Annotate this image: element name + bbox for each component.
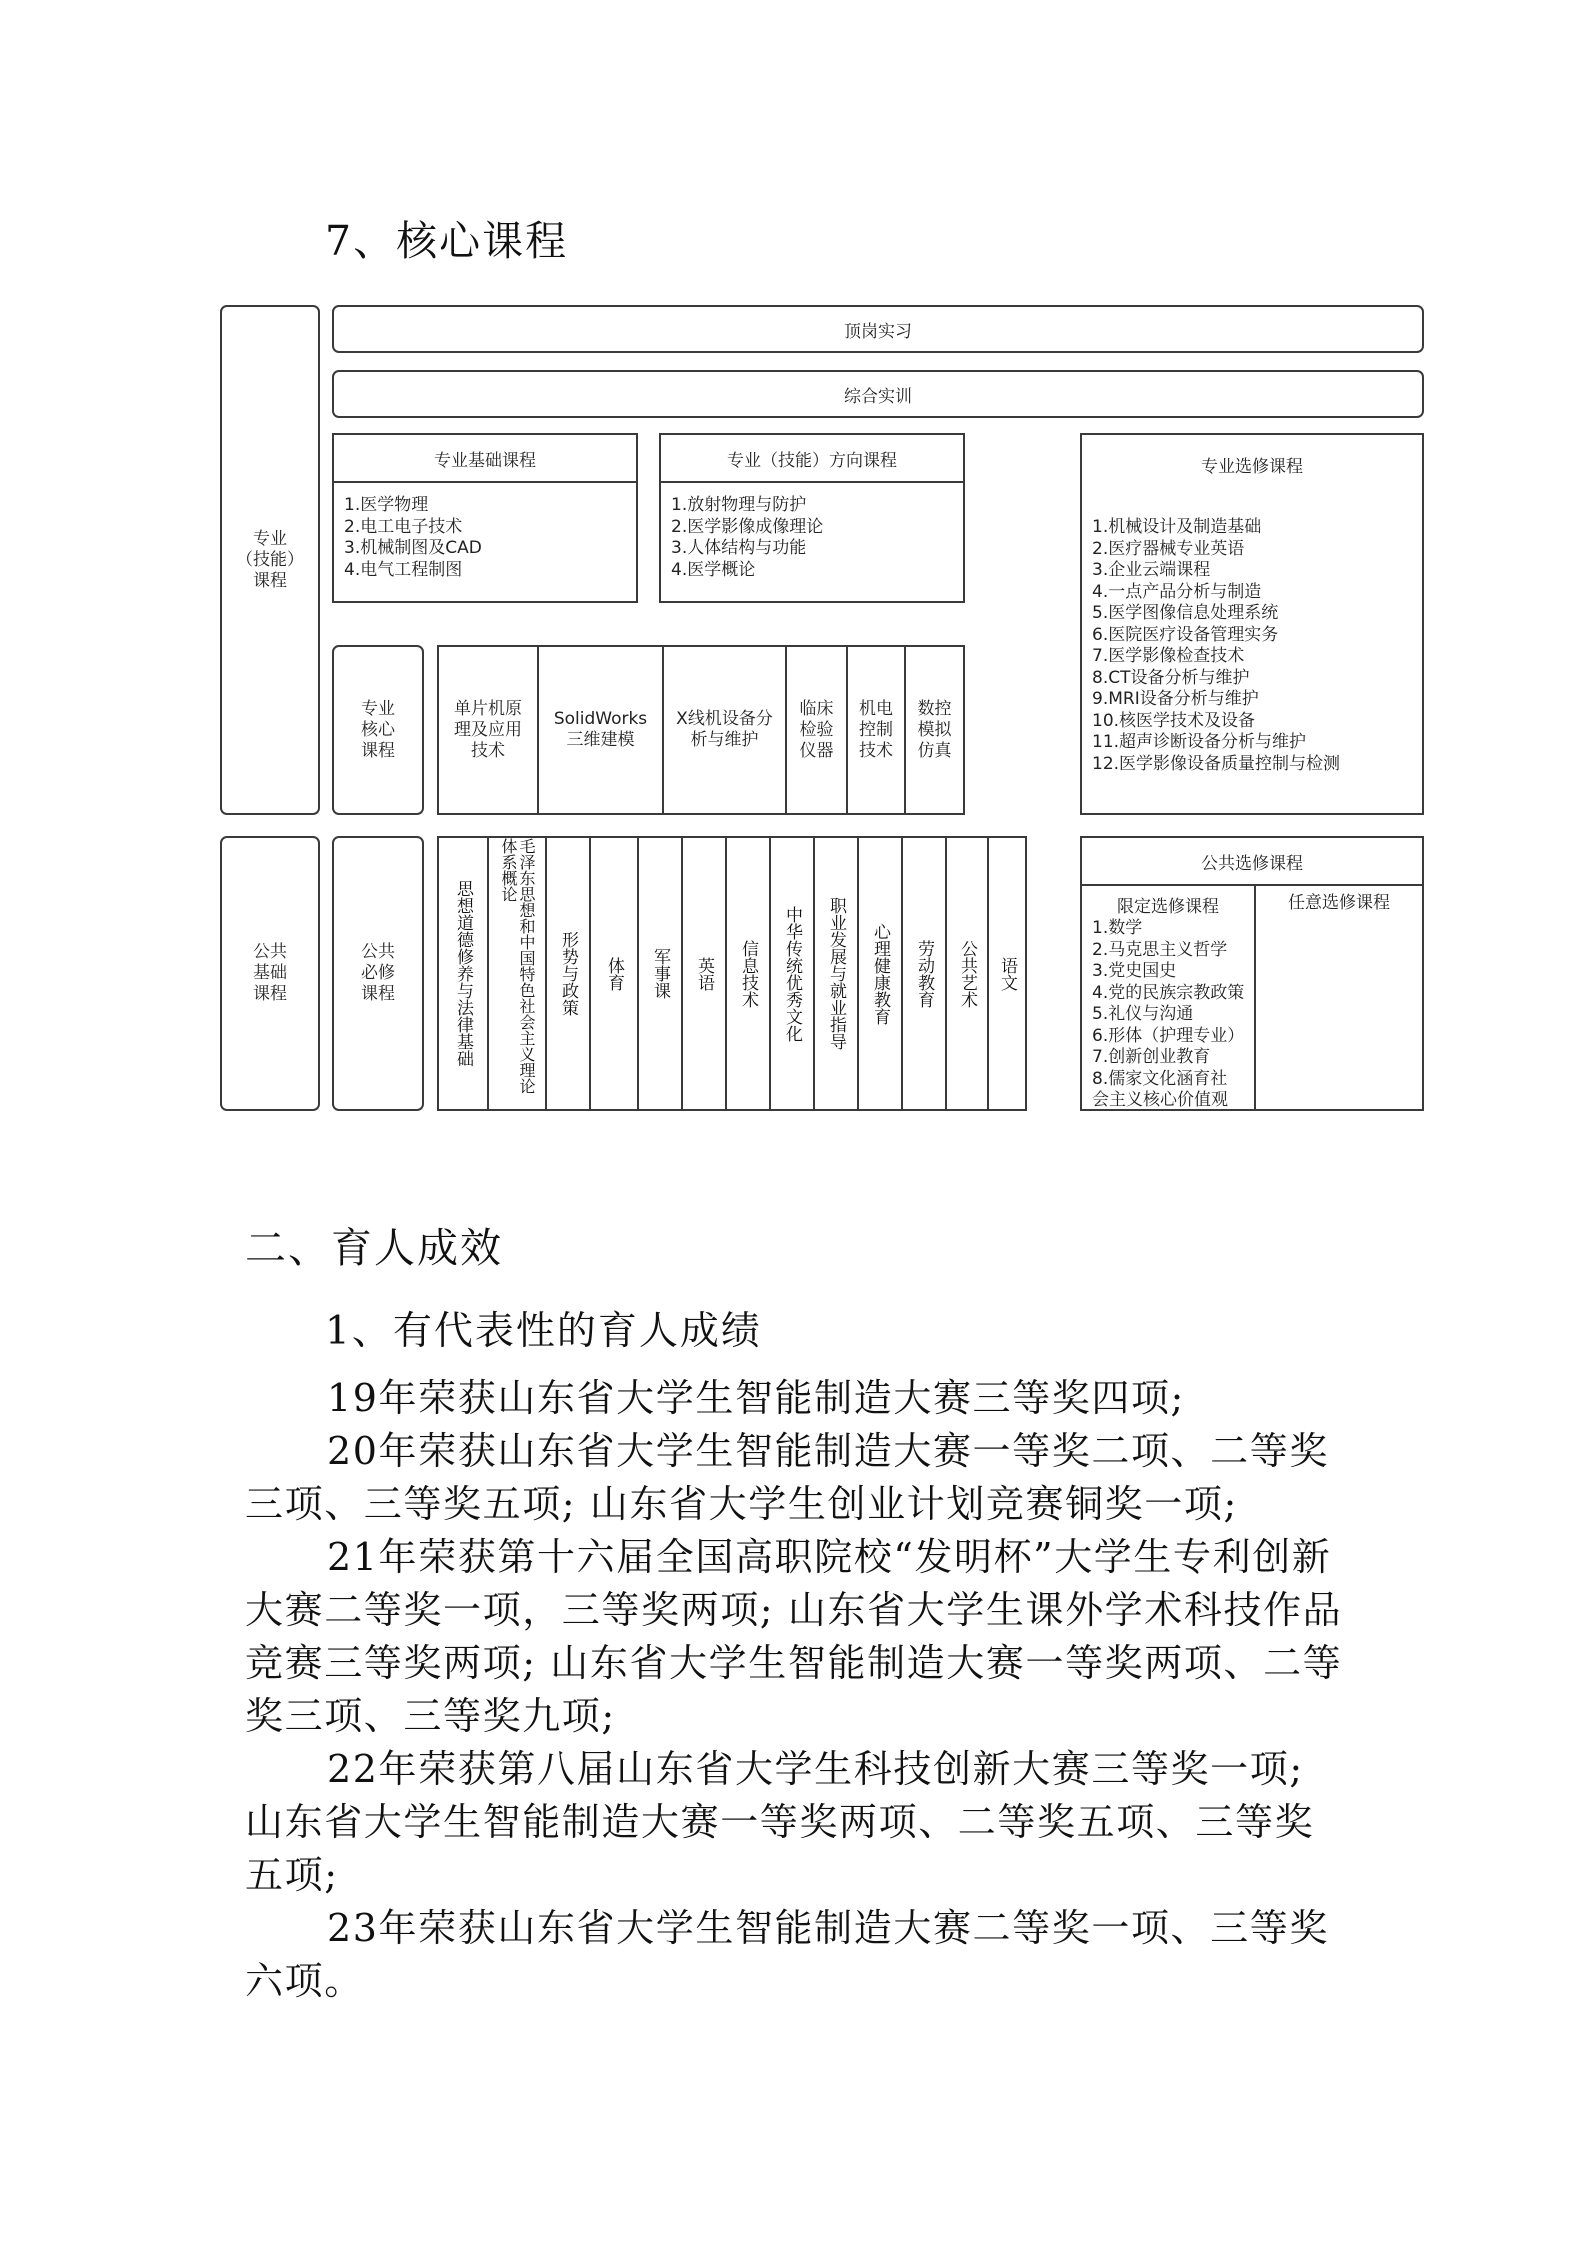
list-item: 1.放射物理与防护	[671, 495, 807, 515]
list-item: 7.创新创业教育	[1092, 1047, 1211, 1067]
limited-elective-column	[1082, 886, 1254, 1112]
result-paragraph: 19年荣获山东省大学生智能制造大赛三等奖四项;	[327, 1376, 1185, 1420]
core-courses-row	[437, 645, 965, 815]
core-course-cell: 数控 模拟 仿真	[917, 698, 952, 761]
core-course-cell: X线机设备分 析与维护	[676, 709, 773, 750]
list-item: 6.医院医疗设备管理实务	[1092, 624, 1279, 645]
public-course-cell: 心理健康教育	[870, 922, 890, 1025]
list-item: 1.医学物理	[344, 495, 429, 515]
public-course-cell: 劳动教育	[914, 939, 934, 1008]
basic-courses-title: 专业基础课程	[334, 435, 636, 483]
limited-elective-list	[1082, 918, 1254, 1112]
direction-courses-list	[661, 483, 963, 581]
list-item: 2.马克思主义哲学	[1092, 939, 1228, 960]
internship-box: 顶岗实习	[332, 305, 1424, 353]
list-item: 3.机械制图及CAD	[344, 538, 482, 558]
public-course-cell: 形势与政策	[558, 931, 578, 1016]
list-item: 2.电工电子技术	[344, 516, 463, 537]
list-item: 6.形体（护理专业）	[1092, 1025, 1245, 1046]
basic-courses-box	[332, 433, 638, 603]
public-course-cell: 中华传统优秀文化	[782, 905, 802, 1042]
public-elective-box	[1080, 836, 1424, 1111]
section-title-results: 二、育人成效	[245, 1224, 503, 1272]
professional-elective-title: 专业选修课程	[1201, 456, 1303, 477]
list-item: 4.医学概论	[671, 559, 756, 580]
core-course-cell: 单片机原 理及应用 技术	[454, 698, 522, 761]
core-course-cell: 临床 检验 仪器	[799, 698, 834, 761]
list-item: 1.机械设计及制造基础	[1092, 517, 1262, 537]
direction-courses-box	[659, 433, 965, 603]
result-paragraph: 23年荣获山东省大学生智能制造大赛二等奖一项、三等奖六项。	[245, 1906, 1329, 2003]
list-item: 3.人体结构与功能	[671, 538, 807, 558]
list-item: 12.医学影像设备质量控制与检测	[1092, 753, 1341, 774]
optional-elective-title: 任意选修课程	[1288, 892, 1390, 913]
public-course-cell: 体育	[604, 956, 624, 991]
public-basic-courses-label: 公共 基础 课程	[220, 836, 320, 1111]
list-item: 5.礼仪与沟通	[1092, 1004, 1194, 1024]
comprehensive-training-box: 综合实训	[332, 370, 1424, 418]
public-required-label: 公共 必修 课程	[332, 836, 424, 1111]
result-paragraph: 21年荣获第十六届全国高职院校“发明杯”大学生专利创新大赛二等奖一项，三等奖两项; 山东省大学生课外学术科技作品竞赛三等奖两项; 山东省大学生智能制造大赛一等奖两项、二等奖三项、三等奖九项;	[245, 1535, 1343, 1738]
public-course-cell: 思想道德修养与法律基础	[453, 880, 473, 1067]
list-item: 9.MRI设备分析与维护	[1092, 689, 1259, 709]
list-item: 8.儒家文化涵育社会主义核心价值观	[1092, 1068, 1228, 1110]
core-course-cell: SolidWorks 三维建模	[553, 709, 648, 750]
public-required-row	[437, 836, 1027, 1111]
list-item: 7.医学影像检查技术	[1092, 646, 1245, 666]
section-heading-core-courses: 7、核心课程	[325, 217, 569, 265]
result-paragraph: 20年荣获山东省大学生智能制造大赛一等奖二项、二等奖三项、三等奖五项; 山东省大学生创业计划竞赛铜奖一项;	[245, 1429, 1329, 1526]
results-paragraphs	[245, 1372, 1345, 2008]
professional-elective-box	[1080, 433, 1424, 815]
list-item: 3.党史国史	[1092, 961, 1177, 981]
public-course-cell: 毛泽东思想和中国特色社会主义理论体系概论	[499, 838, 536, 1094]
list-item: 4.党的民族宗教政策	[1092, 982, 1245, 1003]
public-course-cell: 语文	[997, 956, 1017, 991]
public-course-cell: 信息技术	[738, 939, 758, 1008]
public-elective-title: 公共选修课程	[1082, 838, 1422, 886]
core-course-cell: 机电 控制 技术	[859, 698, 893, 761]
public-course-cell: 英语	[694, 956, 714, 991]
list-item: 1.数学	[1092, 918, 1143, 938]
list-item: 5.医学图像信息处理系统	[1092, 603, 1279, 623]
subsection-title: 1、有代表性的育人成绩	[325, 1309, 762, 1354]
list-item: 4.一点产品分析与制造	[1092, 581, 1262, 602]
public-course-cell: 军事课	[650, 948, 670, 999]
list-item: 11.超声诊断设备分析与维护	[1092, 732, 1307, 752]
core-courses-label: 专业 核心 课程	[332, 645, 424, 815]
public-course-cell: 公共艺术	[957, 939, 977, 1008]
list-item: 10.核医学技术及设备	[1092, 710, 1256, 731]
basic-courses-list	[334, 483, 636, 581]
direction-courses-title: 专业（技能）方向课程	[661, 435, 963, 483]
limited-elective-title: 限定选修课程	[1117, 896, 1219, 917]
professional-elective-list	[1082, 477, 1422, 775]
list-item: 8.CT设备分析与维护	[1092, 667, 1250, 688]
professional-courses-label: 专业 （技能） 课程	[220, 305, 320, 815]
result-paragraph: 22年荣获第八届山东省大学生科技创新大赛三等奖一项; 山东省大学生智能制造大赛一等奖两项、二等奖五项、三等奖五项;	[245, 1747, 1315, 1897]
list-item: 3.企业云端课程	[1092, 560, 1211, 580]
list-item: 2.医学影像成像理论	[671, 516, 824, 537]
list-item: 2.医疗器械专业英语	[1092, 538, 1245, 559]
list-item: 4.电气工程制图	[344, 559, 463, 580]
public-course-cell: 职业发展与就业指导	[826, 897, 846, 1050]
